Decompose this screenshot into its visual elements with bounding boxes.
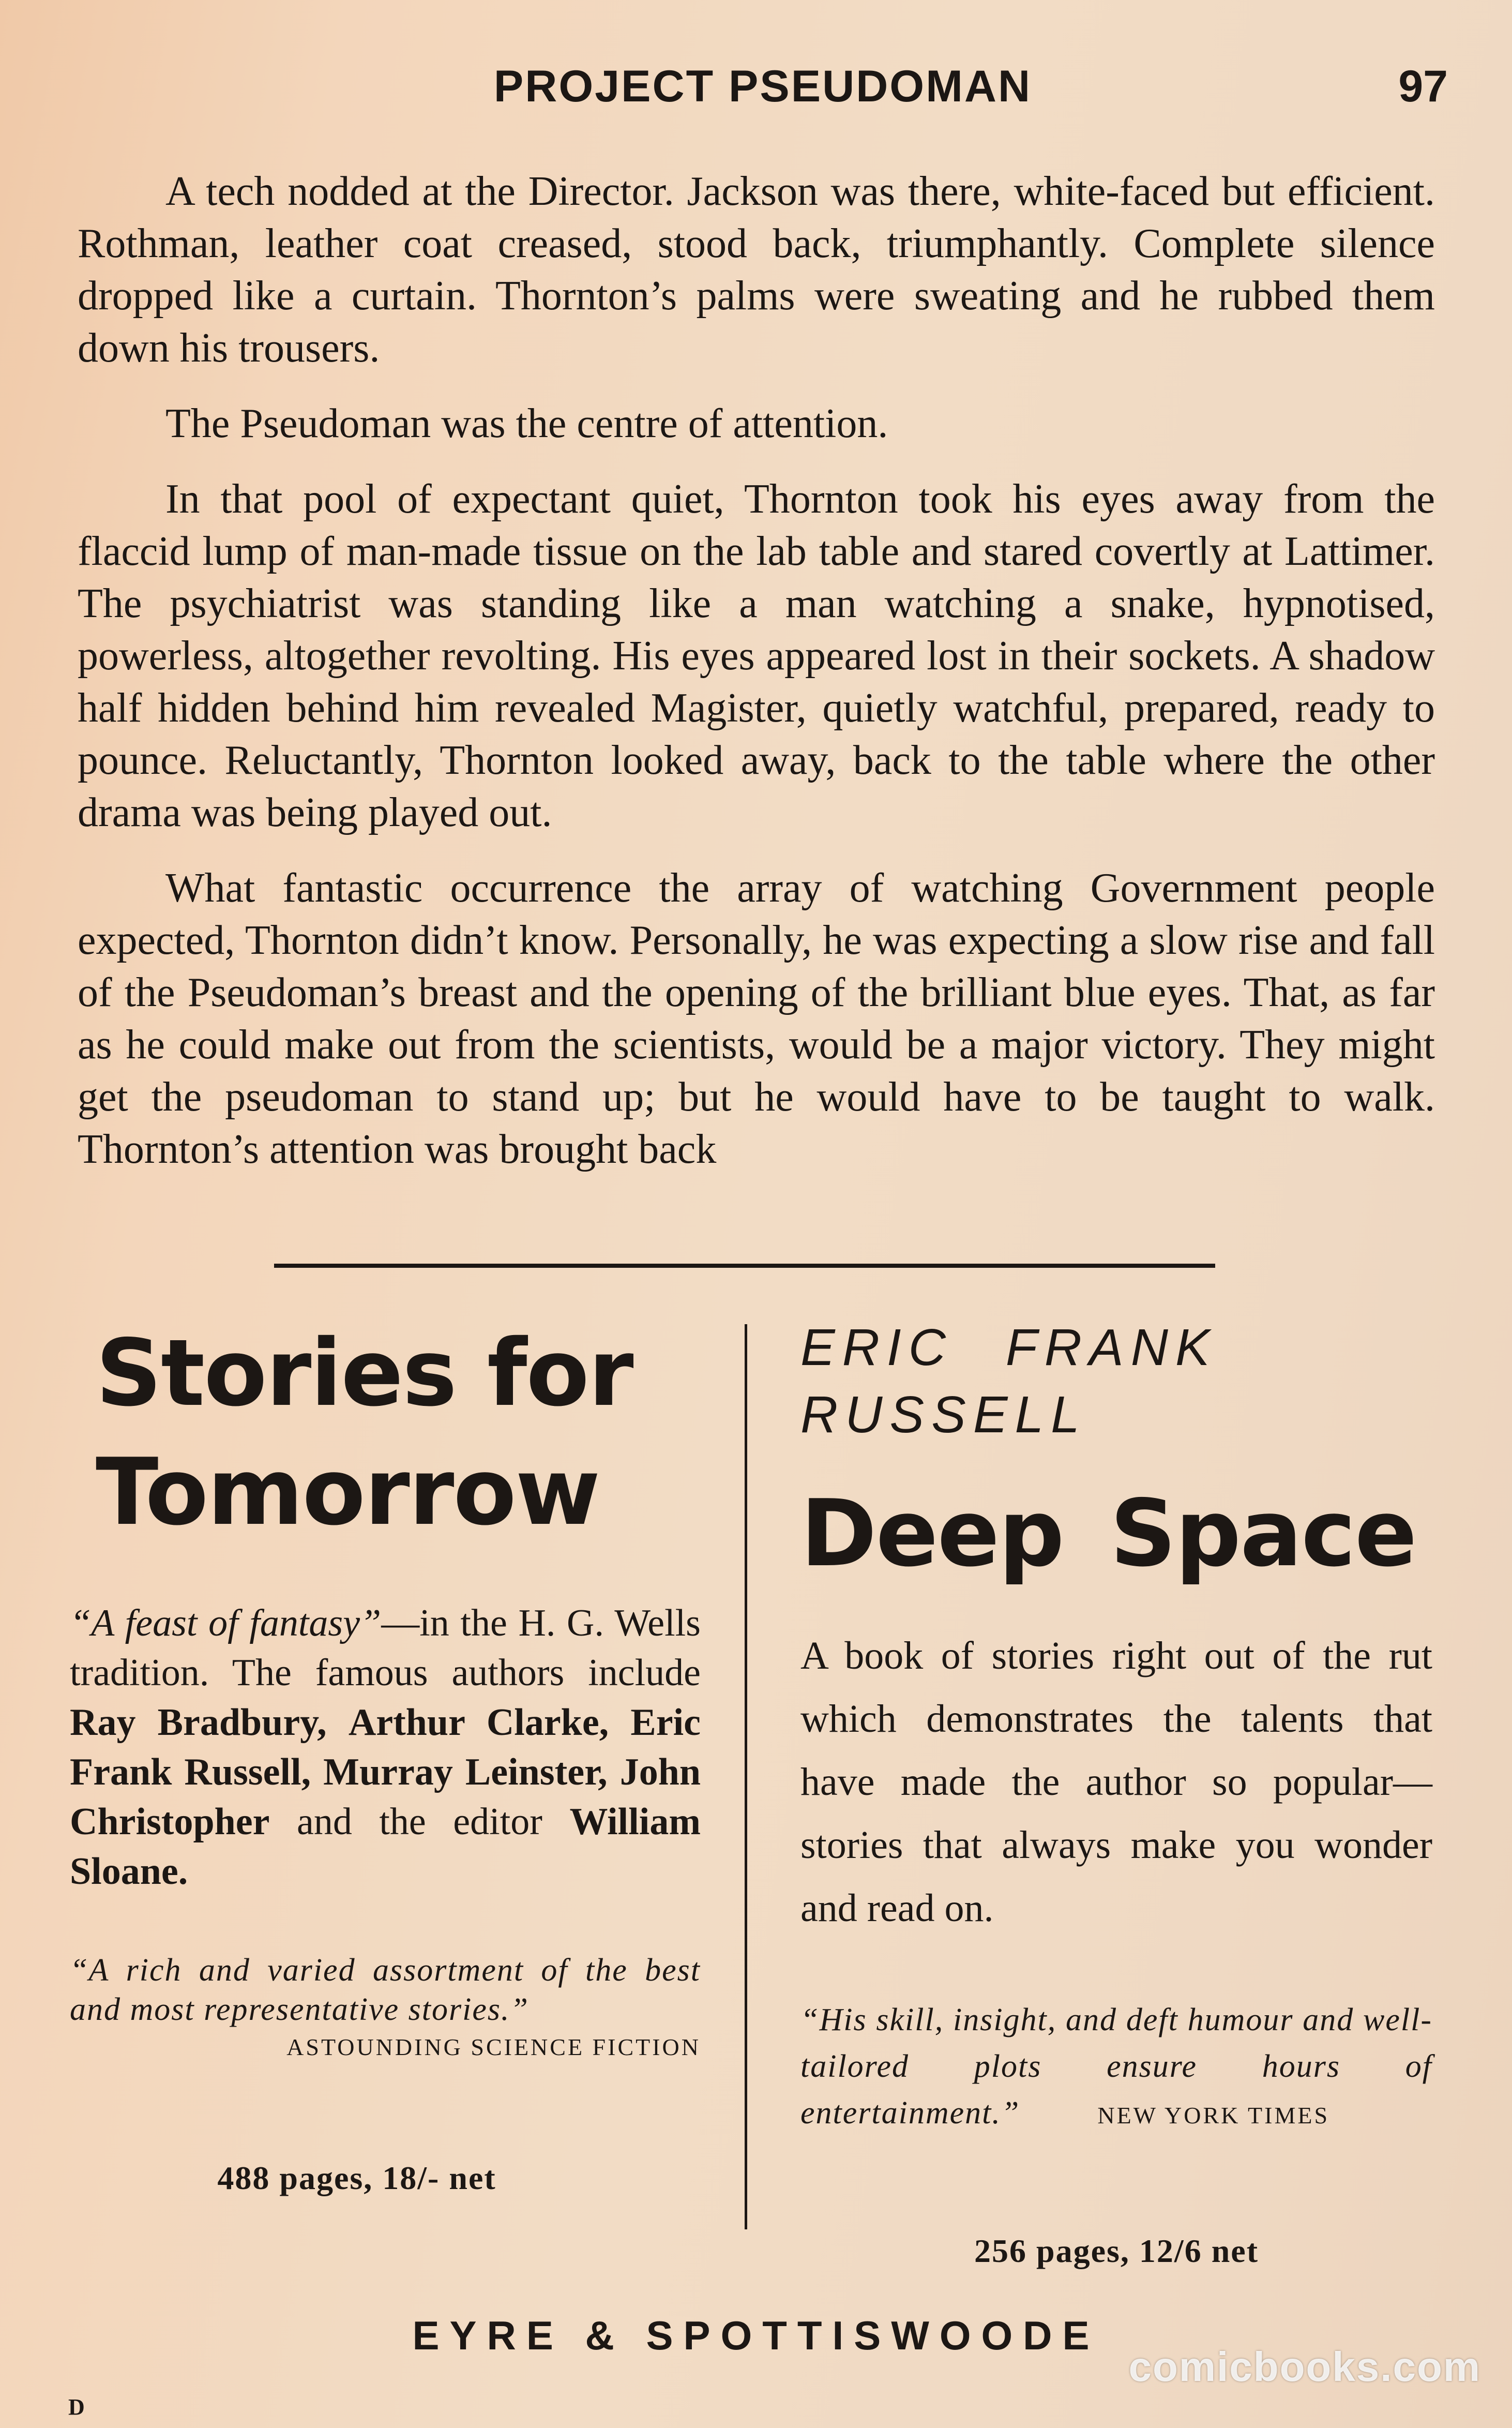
- ad-title-line2: Tomorrow: [96, 1438, 600, 1546]
- ad-blurb-quote: “A feast of fantasy”: [70, 1602, 382, 1644]
- ad-author-name: ERIC FRANK RUSSELL: [800, 1318, 1217, 1444]
- story-paragraph: The Pseudoman was the centre of attention.: [165, 401, 888, 446]
- ad-price: 488 pages, 18/- net: [217, 2160, 496, 2196]
- ad-review-source: ASTOUNDING SCIENCE FICTION: [286, 2034, 701, 2060]
- ad-author: John Christopher: [70, 1751, 701, 1843]
- ad-blurb-text: and the editor: [269, 1801, 570, 1843]
- story-body: [78, 166, 1435, 1199]
- ad-review-quote: “A rich and varied assortment of the best and most representative stories.”: [70, 1953, 701, 2027]
- ad-author: Eric Frank Russell,: [70, 1701, 701, 1793]
- ad-price: 256 pages, 12/6 net: [974, 2232, 1259, 2269]
- ad-stories-for-tomorrow: [70, 1314, 701, 2197]
- running-head-title: PROJECT PSEUDOMAN: [493, 62, 1032, 111]
- page-number: 97: [1398, 62, 1448, 111]
- horizontal-divider: [274, 1264, 1215, 1268]
- story-paragraph: What fantastic occurrence the array of watching Government people expected, Thornton didn’t know. Personally, he was expecting a slow rise and fall of the Pseudoman’s breast and the opening of the brilliant blue eyes. That, as far as he could make out from the scientists, would be a major victory. They might get the pseudoman to stand up; but he would have to be taught to walk. Thornton’s attention was brought back: [78, 865, 1435, 1172]
- story-paragraph: In that pool of expectant quiet, Thornton took his eyes away from the flaccid lump of man-made tissue on the lab table and stared covertly at Lattimer. The psychiatrist was standing like a man watching a snake, hypnotised, powerless, altogether revolting. His eyes appeared lost in their sockets. A shadow half hidden behind him revealed Magister, quietly watchful, prepared, ready to pounce. Reluctantly, Thornton looked away, back to the table where the other drama was being played out.: [78, 476, 1435, 835]
- ad-editor: William Sloane.: [70, 1801, 701, 1893]
- watermark: comicbooks.com: [1128, 2344, 1481, 2390]
- ad-blurb: [70, 1598, 701, 1896]
- story-paragraph: A tech nodded at the Director. Jackson was there, white-faced but efficient. Rothman, leather coat creased, stood back, triumphantly. Complete silence dropped like a curtain. Thornton’s palms were sweating and he rubbed them down his trousers.: [78, 169, 1435, 371]
- publisher-name: EYRE & SPOTTISWOODE: [412, 2313, 1100, 2358]
- ad-author: Arthur Clarke,: [348, 1701, 609, 1744]
- ad-title-line1: Stories for: [96, 1320, 633, 1427]
- ad-author: Murray Leinster,: [323, 1751, 608, 1793]
- ad-blurb-text: —in the H. G. Wells tradition. The famous authors include: [70, 1602, 701, 1694]
- ad-author: Ray Bradbury,: [70, 1701, 327, 1744]
- column-divider: [745, 1324, 747, 2229]
- ad-review-source: NEW YORK TIMES: [1097, 2102, 1330, 2129]
- ad-review-quote: [800, 1997, 1432, 2139]
- ad-deep-space: [800, 1314, 1432, 2270]
- ad-review-text: “His skill, insight, and deft humour and well-tailored plots ensure hours of entertainment.”: [800, 2002, 1432, 2131]
- running-head: [78, 61, 1448, 118]
- signature-mark: D: [68, 2394, 85, 2420]
- ad-title: Deep Space: [800, 1480, 1416, 1587]
- ad-blurb: A book of stories right out of the rut which demonstrates the talents that have made the author so popular—stories that always make you wonder and read on.: [800, 1634, 1432, 1930]
